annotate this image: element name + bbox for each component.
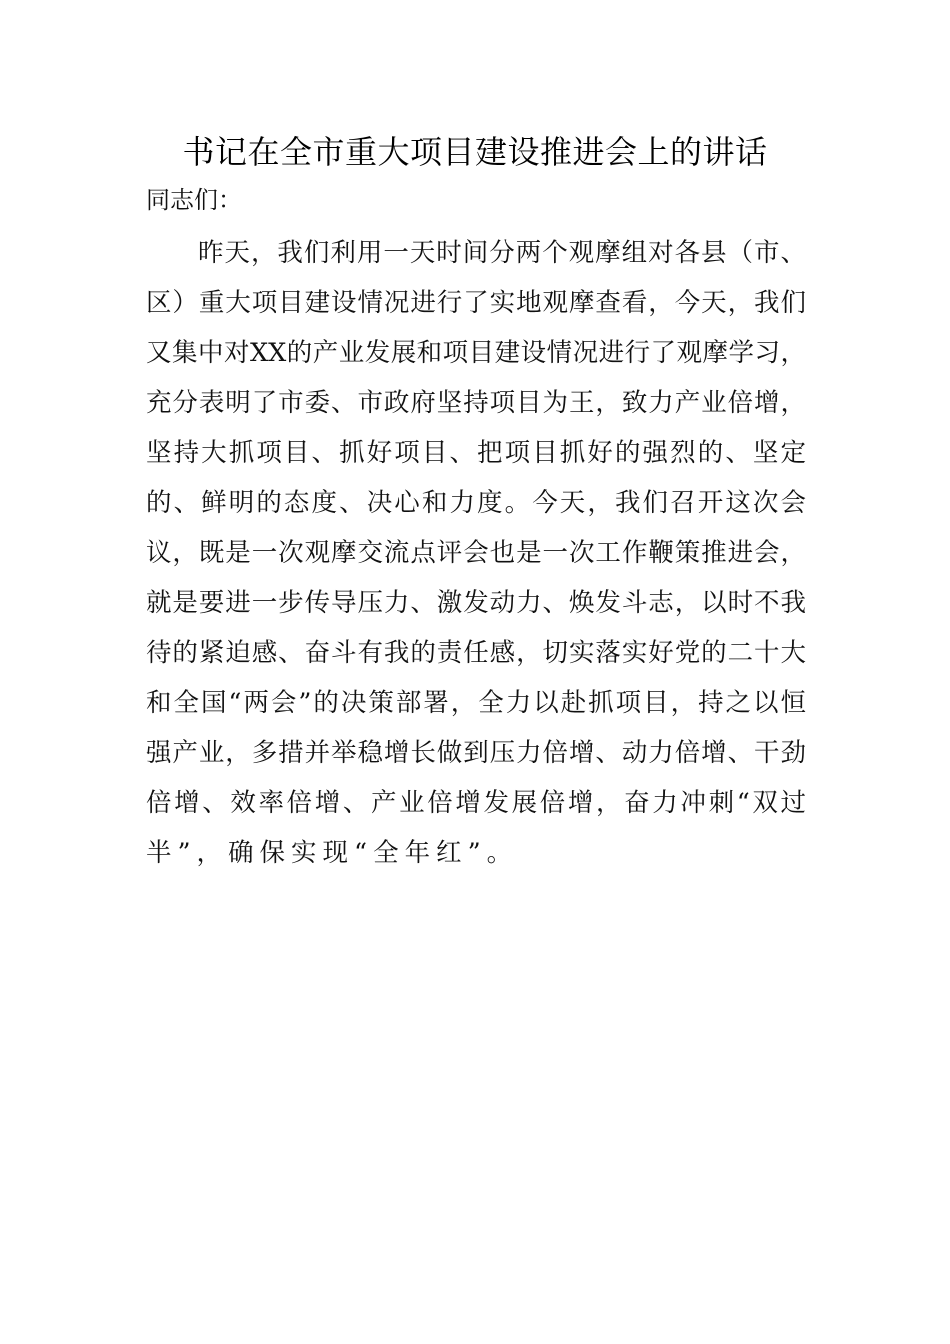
paragraph-line: 又集中对XX的产业发展和项目建设情况进行了观摩学习， bbox=[146, 338, 806, 368]
paragraph-line: 倍增、效率倍增、产业倍增发展倍增，奋力冲刺“双过 bbox=[146, 788, 806, 818]
body-paragraph bbox=[146, 228, 806, 878]
paragraph-line: 议，既是一次观摩交流点评会也是一次工作鞭策推进会， bbox=[146, 538, 806, 568]
paragraph-line: 充分表明了市委、市政府坚持项目为王，致力产业倍增， bbox=[146, 388, 806, 418]
paragraph-line: 的、鲜明的态度、决心和力度。今天，我们召开这次会 bbox=[146, 488, 806, 518]
paragraph-line: 和全国“两会”的决策部署，全力以赴抓项目，持之以恒 bbox=[146, 688, 806, 718]
document-title: 书记在全市重大项目建设推进会上的讲话 bbox=[182, 133, 768, 171]
paragraph-line: 强产业，多措并举稳增长做到压力倍增、动力倍增、干劲 bbox=[146, 738, 806, 768]
paragraph-line: 半”，确保实现“全年红”。 bbox=[146, 838, 519, 868]
paragraph-line: 昨天，我们利用一天时间分两个观摩组对各县（市、 bbox=[198, 238, 806, 268]
paragraph-line: 坚持大抓项目、抓好项目、把项目抓好的强烈的、坚定 bbox=[146, 438, 806, 468]
salutation: 同志们： bbox=[146, 186, 242, 214]
paragraph-line: 就是要进一步传导压力、激发动力、焕发斗志，以时不我 bbox=[146, 588, 806, 618]
paragraph-line: 待的紧迫感、奋斗有我的责任感，切实落实好党的二十大 bbox=[146, 638, 806, 668]
paragraph-line: 区）重大项目建设情况进行了实地观摩查看，今天，我们 bbox=[146, 288, 806, 318]
